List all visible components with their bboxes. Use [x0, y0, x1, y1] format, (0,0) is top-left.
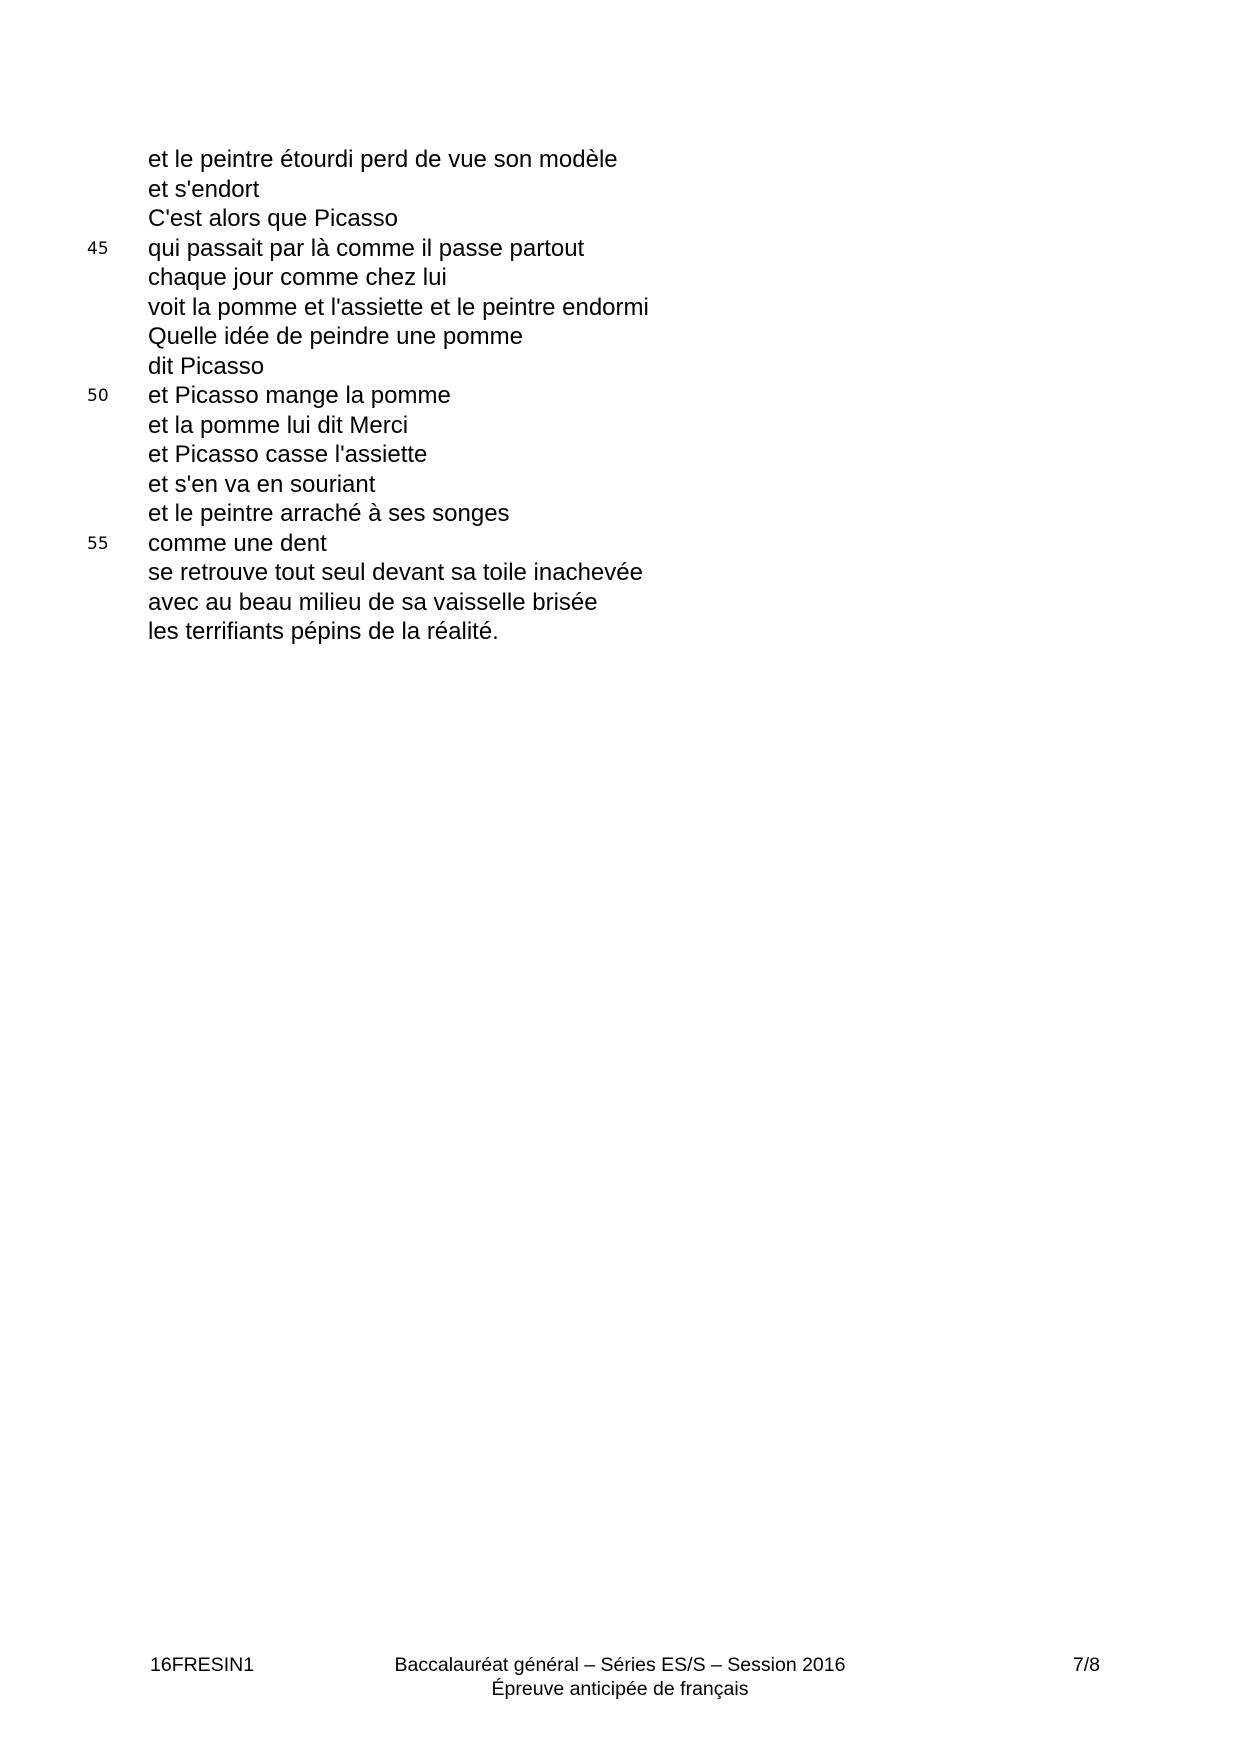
poem-line — [0, 617, 1240, 647]
line-text: et s'en va en souriant — [148, 470, 376, 498]
poem-line — [0, 499, 1240, 529]
poem-line — [0, 175, 1240, 205]
line-text: les terrifiants pépins de la réalité. — [148, 618, 499, 645]
line-text: comme une dent — [148, 529, 327, 557]
poem-line — [0, 440, 1240, 470]
poem-line — [0, 529, 1240, 559]
poem-line — [0, 588, 1240, 618]
poem-line — [0, 322, 1240, 352]
line-number: 55 — [87, 533, 109, 554]
poem-line — [0, 204, 1240, 234]
poem-line — [0, 293, 1240, 323]
line-number: 45 — [87, 238, 109, 259]
line-text: et le peintre étourdi perd de vue son modèle — [148, 146, 618, 173]
line-text: se retrouve tout seul devant sa toile inachevée — [148, 559, 643, 586]
line-text: qui passait par là comme il passe partout — [148, 234, 585, 262]
footer-title — [0, 1653, 1240, 1701]
line-text: C'est alors que Picasso — [148, 205, 399, 232]
poem-line — [0, 411, 1240, 441]
footer-exam-subtitle: Épreuve anticipée de français — [491, 1678, 749, 1700]
line-text: avec au beau milieu de sa vaisselle brisée — [148, 588, 598, 616]
page-number: 7/8 — [1072, 1654, 1100, 1676]
line-text: et Picasso casse l'assiette — [148, 441, 428, 468]
poem-line — [0, 352, 1240, 382]
line-text: et la pomme lui dit Merci — [148, 411, 409, 439]
line-number: 50 — [87, 386, 109, 406]
line-text: dit Picasso — [148, 352, 265, 380]
poem-excerpt — [0, 145, 1240, 647]
line-text: et le peintre arraché à ses songes — [148, 500, 510, 527]
poem-line — [0, 558, 1240, 588]
poem-line — [0, 234, 1240, 264]
poem-line — [0, 470, 1240, 500]
poem-line — [0, 263, 1240, 293]
line-text: et Picasso mange la pomme — [148, 382, 451, 409]
footer-exam-title: Baccalauréat général – Séries ES/S – Session 2016 — [394, 1654, 846, 1676]
line-text: chaque jour comme chez lui — [148, 264, 447, 291]
line-text: Quelle idée de peindre une pomme — [148, 323, 523, 350]
poem-line — [0, 381, 1240, 411]
line-text: et s'endort — [148, 175, 260, 203]
line-text: voit la pomme et l'assiette et le peintre endormi — [148, 293, 649, 321]
exam-code: 16FRESIN1 — [150, 1654, 255, 1676]
poem-line — [0, 145, 1240, 175]
